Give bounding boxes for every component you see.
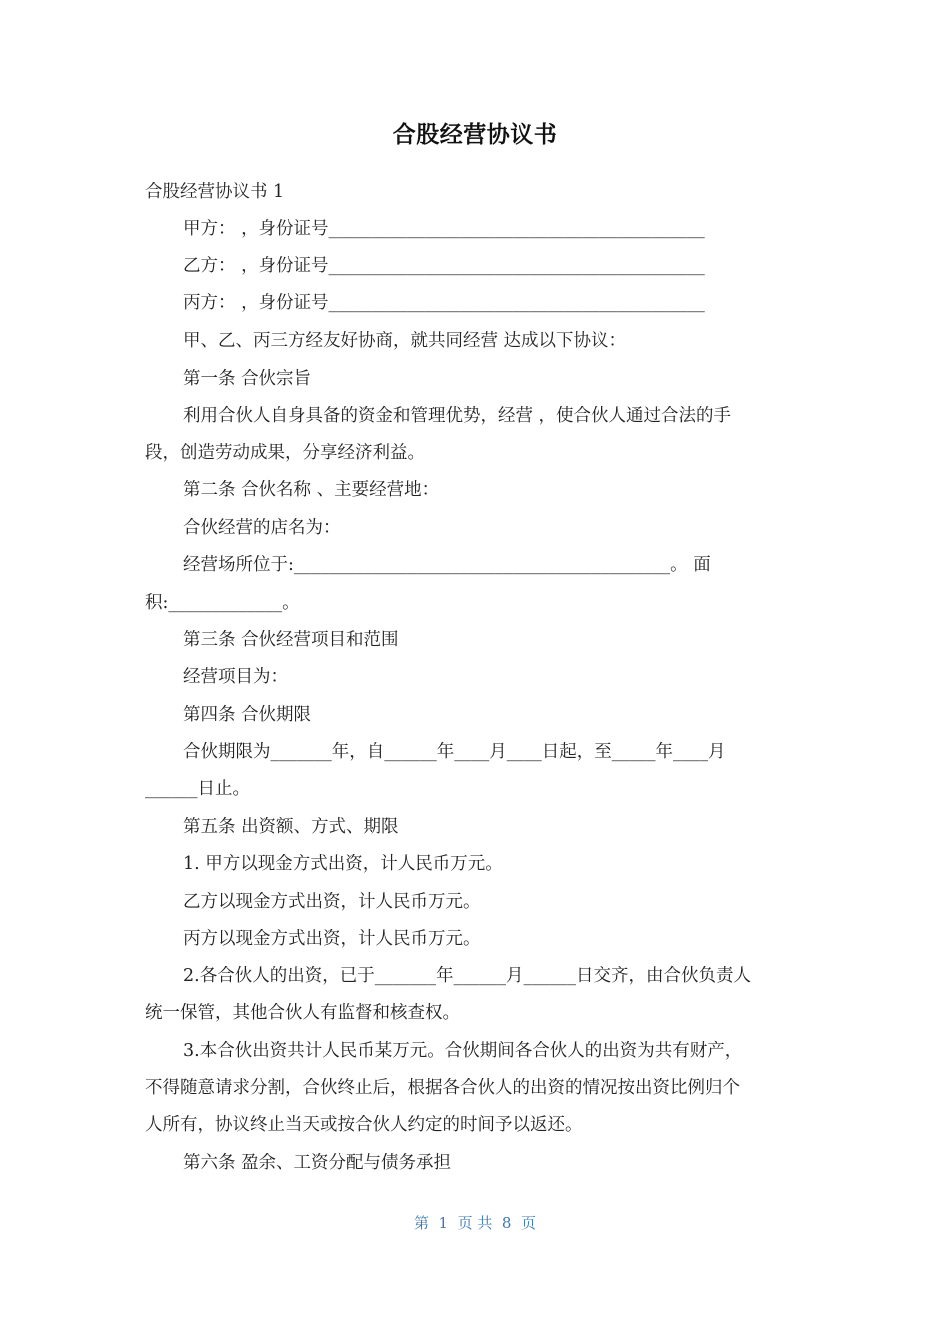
article-heading: 第一条 合伙宗旨 — [183, 369, 312, 389]
article-heading: 第二条 合伙名称 、主要经营地： — [183, 480, 440, 500]
paragraph-line: 1. 甲方以现金方式出资，计人民币万元。 — [183, 854, 503, 874]
paragraph-line: 经营项目为： — [183, 667, 288, 687]
paragraph-line: 3.本合伙出资共计人民币某万元。合伙期间各合伙人的出资为共有财产， — [183, 1041, 743, 1061]
article-heading: 第四条 合伙期限 — [183, 705, 312, 725]
article-heading: 第六条 盈余、工资分配与债务承担 — [183, 1153, 452, 1173]
party-a-line: 甲方： ，身份证号___________________________________________ — [183, 219, 705, 239]
party-c-line: 丙方： ，身份证号___________________________________________ — [183, 293, 705, 313]
paragraph-line: 段，创造劳动成果，分享经济利益。 — [145, 443, 425, 463]
paragraph-line: 统一保管，其他合伙人有监督和核查权。 — [145, 1003, 460, 1023]
paragraph-line: 利用合伙人自身具备的资金和管理优势，经营 ，使合伙人通过合法的手 — [183, 406, 732, 426]
article-heading: 第三条 合伙经营项目和范围 — [183, 630, 399, 650]
section-heading: 合股经营协议书 1 — [145, 182, 285, 202]
article-heading: 第五条 出资额、方式、期限 — [183, 817, 399, 837]
paragraph-line: 人所有，协议终止当天或按合伙人约定的时间予以返还。 — [145, 1115, 583, 1135]
paragraph-line: 经营场所位于:___________________________________________。 面 — [183, 555, 711, 575]
paragraph-line: 2.各合伙人的出资，已于_______年______月______日交齐，由合伙负责人 — [183, 966, 751, 986]
paragraph-line: ______日止。 — [145, 779, 250, 799]
document-title: 合股经营协议书 — [392, 122, 558, 148]
page-number-footer: 第 1 页 共 8 页 — [414, 1214, 536, 1232]
paragraph-line: 合伙期限为_______年，自______年____月____日起，至_____年____月 — [183, 742, 726, 762]
paragraph-line: 乙方以现金方式出资，计人民币万元。 — [183, 892, 481, 912]
paragraph-line: 甲、乙、丙三方经友好协商，就共同经营 达成以下协议： — [183, 331, 627, 351]
paragraph-line: 合伙经营的店名为： — [183, 518, 341, 538]
party-b-line: 乙方： ，身份证号___________________________________________ — [183, 256, 705, 276]
paragraph-line: 积:_____________。 — [145, 593, 300, 613]
paragraph-line: 丙方以现金方式出资，计人民币万元。 — [183, 929, 481, 949]
paragraph-line: 不得随意请求分割，合伙终止后，根据各合伙人的出资的情况按出资比例归个 — [145, 1078, 740, 1098]
